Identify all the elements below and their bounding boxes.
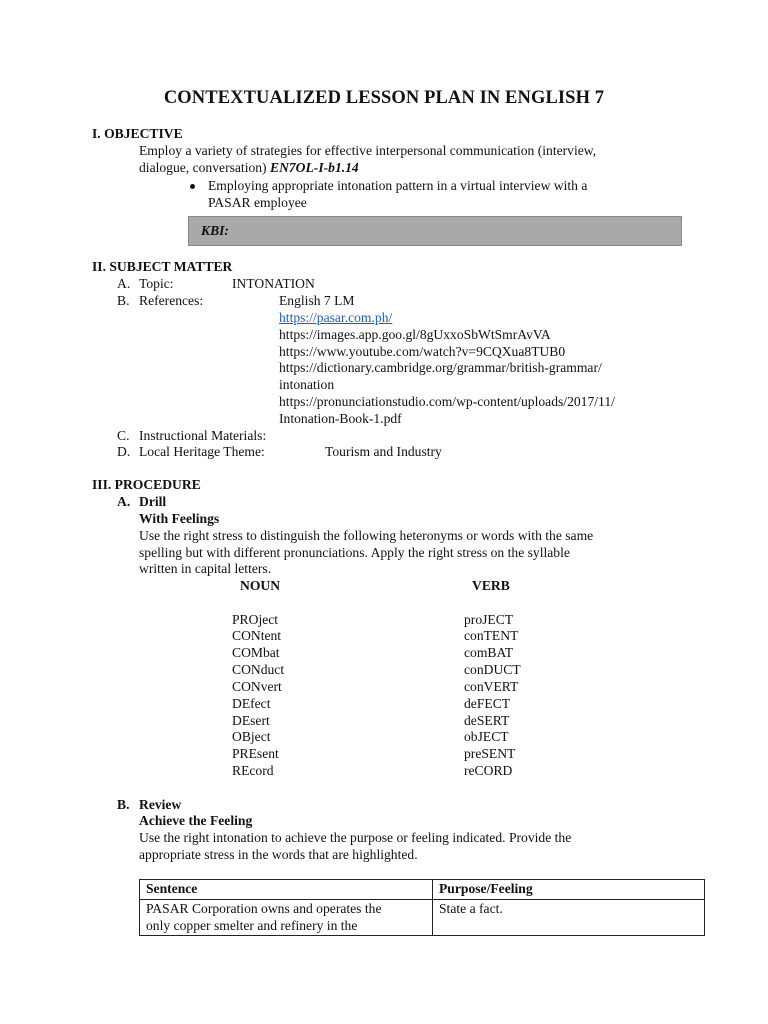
objective-bullet-line-2: PASAR employee [208,195,307,210]
review-title: Review [139,797,182,812]
noun-word: OBject [232,729,271,744]
table-row [140,899,705,936]
heritage-theme-label: Local Heritage Theme: [139,444,265,459]
drill-instruction-line-1: Use the right stress to distinguish the following heteronyms or words with the same [139,528,594,543]
drill-title: Drill [139,494,167,509]
topic-label: Topic: [139,276,174,291]
verb-word: deSERT [464,713,510,728]
subject-matter-heading: II. SUBJECT MATTER [92,259,233,274]
objective-bullet-line-1: Employing appropriate intonation pattern in a virtual interview with a [208,178,588,193]
sentence-column-header: Sentence [140,880,433,900]
sentence-line: PASAR Corporation owns and operates the [146,900,382,916]
noun-word: PROject [232,612,279,627]
procedure-a-marker: A. [117,494,131,509]
objective-heading: I. OBJECTIVE [92,126,183,141]
noun-word: CONtent [232,628,282,643]
drill-instruction-line-2: spelling but with different pronunciations. Apply the right stress on the syllable [139,545,570,560]
reference-item: https://pronunciationstudio.com/wp-content/uploads/2017/11/ [279,394,615,409]
objective-line-1: Employ a variety of strategies for effective interpersonal communication (interview, [139,143,597,158]
reference-item: https://www.youtube.com/watch?v=9CQXua8TUB0 [279,344,566,359]
reference-link[interactable]: https://pasar.com.ph/ [279,310,393,325]
noun-word: CONduct [232,662,285,677]
sentence-cell [140,899,433,936]
subject-c-marker: C. [117,428,130,443]
verb-word: comBAT [464,645,514,660]
objective-line-2 [139,160,359,177]
document-title: CONTEXTUALIZED LESSON PLAN IN ENGLISH 7 [163,88,605,108]
objective-competency-code: EN7OL-I-b1.14 [270,160,359,175]
verb-word: reCORD [464,763,513,778]
table-header-row [140,880,705,900]
references-label: References: [139,293,204,308]
bullet-icon [190,184,195,189]
review-subtitle: Achieve the Feeling [139,813,253,828]
review-instruction-line-2: appropriate stress in the words that are highlighted. [139,847,418,862]
sentence-line: only copper smelter and refinery in the [146,917,358,933]
reference-item: Intonation-Book-1.pdf [279,411,402,426]
verb-word: preSENT [464,746,516,761]
review-table [139,879,705,936]
noun-word: PREsent [232,746,279,761]
verb-word: obJECT [464,729,509,744]
topic-value: INTONATION [232,276,315,291]
noun-word: REcord [232,763,274,778]
noun-word: COMbat [232,645,280,660]
objective-line-2-text: dialogue, conversation) [139,160,270,175]
kbi-band [188,216,682,246]
subject-d-marker: D. [117,444,131,459]
reference-item: https://dictionary.cambridge.org/grammar/british-grammar/ [279,360,602,375]
heritage-theme-value: Tourism and Industry [325,444,442,459]
noun-word: DEsert [232,713,270,728]
procedure-heading: III. PROCEDURE [92,477,201,492]
drill-subtitle: With Feelings [139,511,220,526]
subject-a-marker: A. [117,276,131,291]
reference-item: intonation [279,377,335,392]
subject-b-marker: B. [117,293,130,308]
procedure-b-marker: B. [117,797,130,812]
verb-word: proJECT [464,612,514,627]
verb-word: conDUCT [464,662,521,677]
verb-word: conVERT [464,679,519,694]
review-instruction-line-1: Use the right intonation to achieve the purpose or feeling indicated. Provide the [139,830,572,845]
kbi-label: KBI: [201,223,229,238]
verb-column-header: VERB [472,578,510,593]
reference-item: https://images.app.goo.gl/8gUxxoSbWtSmrAvVA [279,327,551,342]
verb-word: conTENT [464,628,519,643]
reference-item: English 7 LM [279,293,355,308]
purpose-cell: State a fact. [433,899,705,936]
noun-word: CONvert [232,679,282,694]
noun-column-header: NOUN [240,578,281,593]
verb-word: deFECT [464,696,511,711]
noun-word: DEfect [232,696,271,711]
purpose-column-header: Purpose/Feeling [433,880,705,900]
instructional-materials-label: Instructional Materials: [139,428,267,443]
drill-instruction-line-3: written in capital letters. [139,561,272,576]
